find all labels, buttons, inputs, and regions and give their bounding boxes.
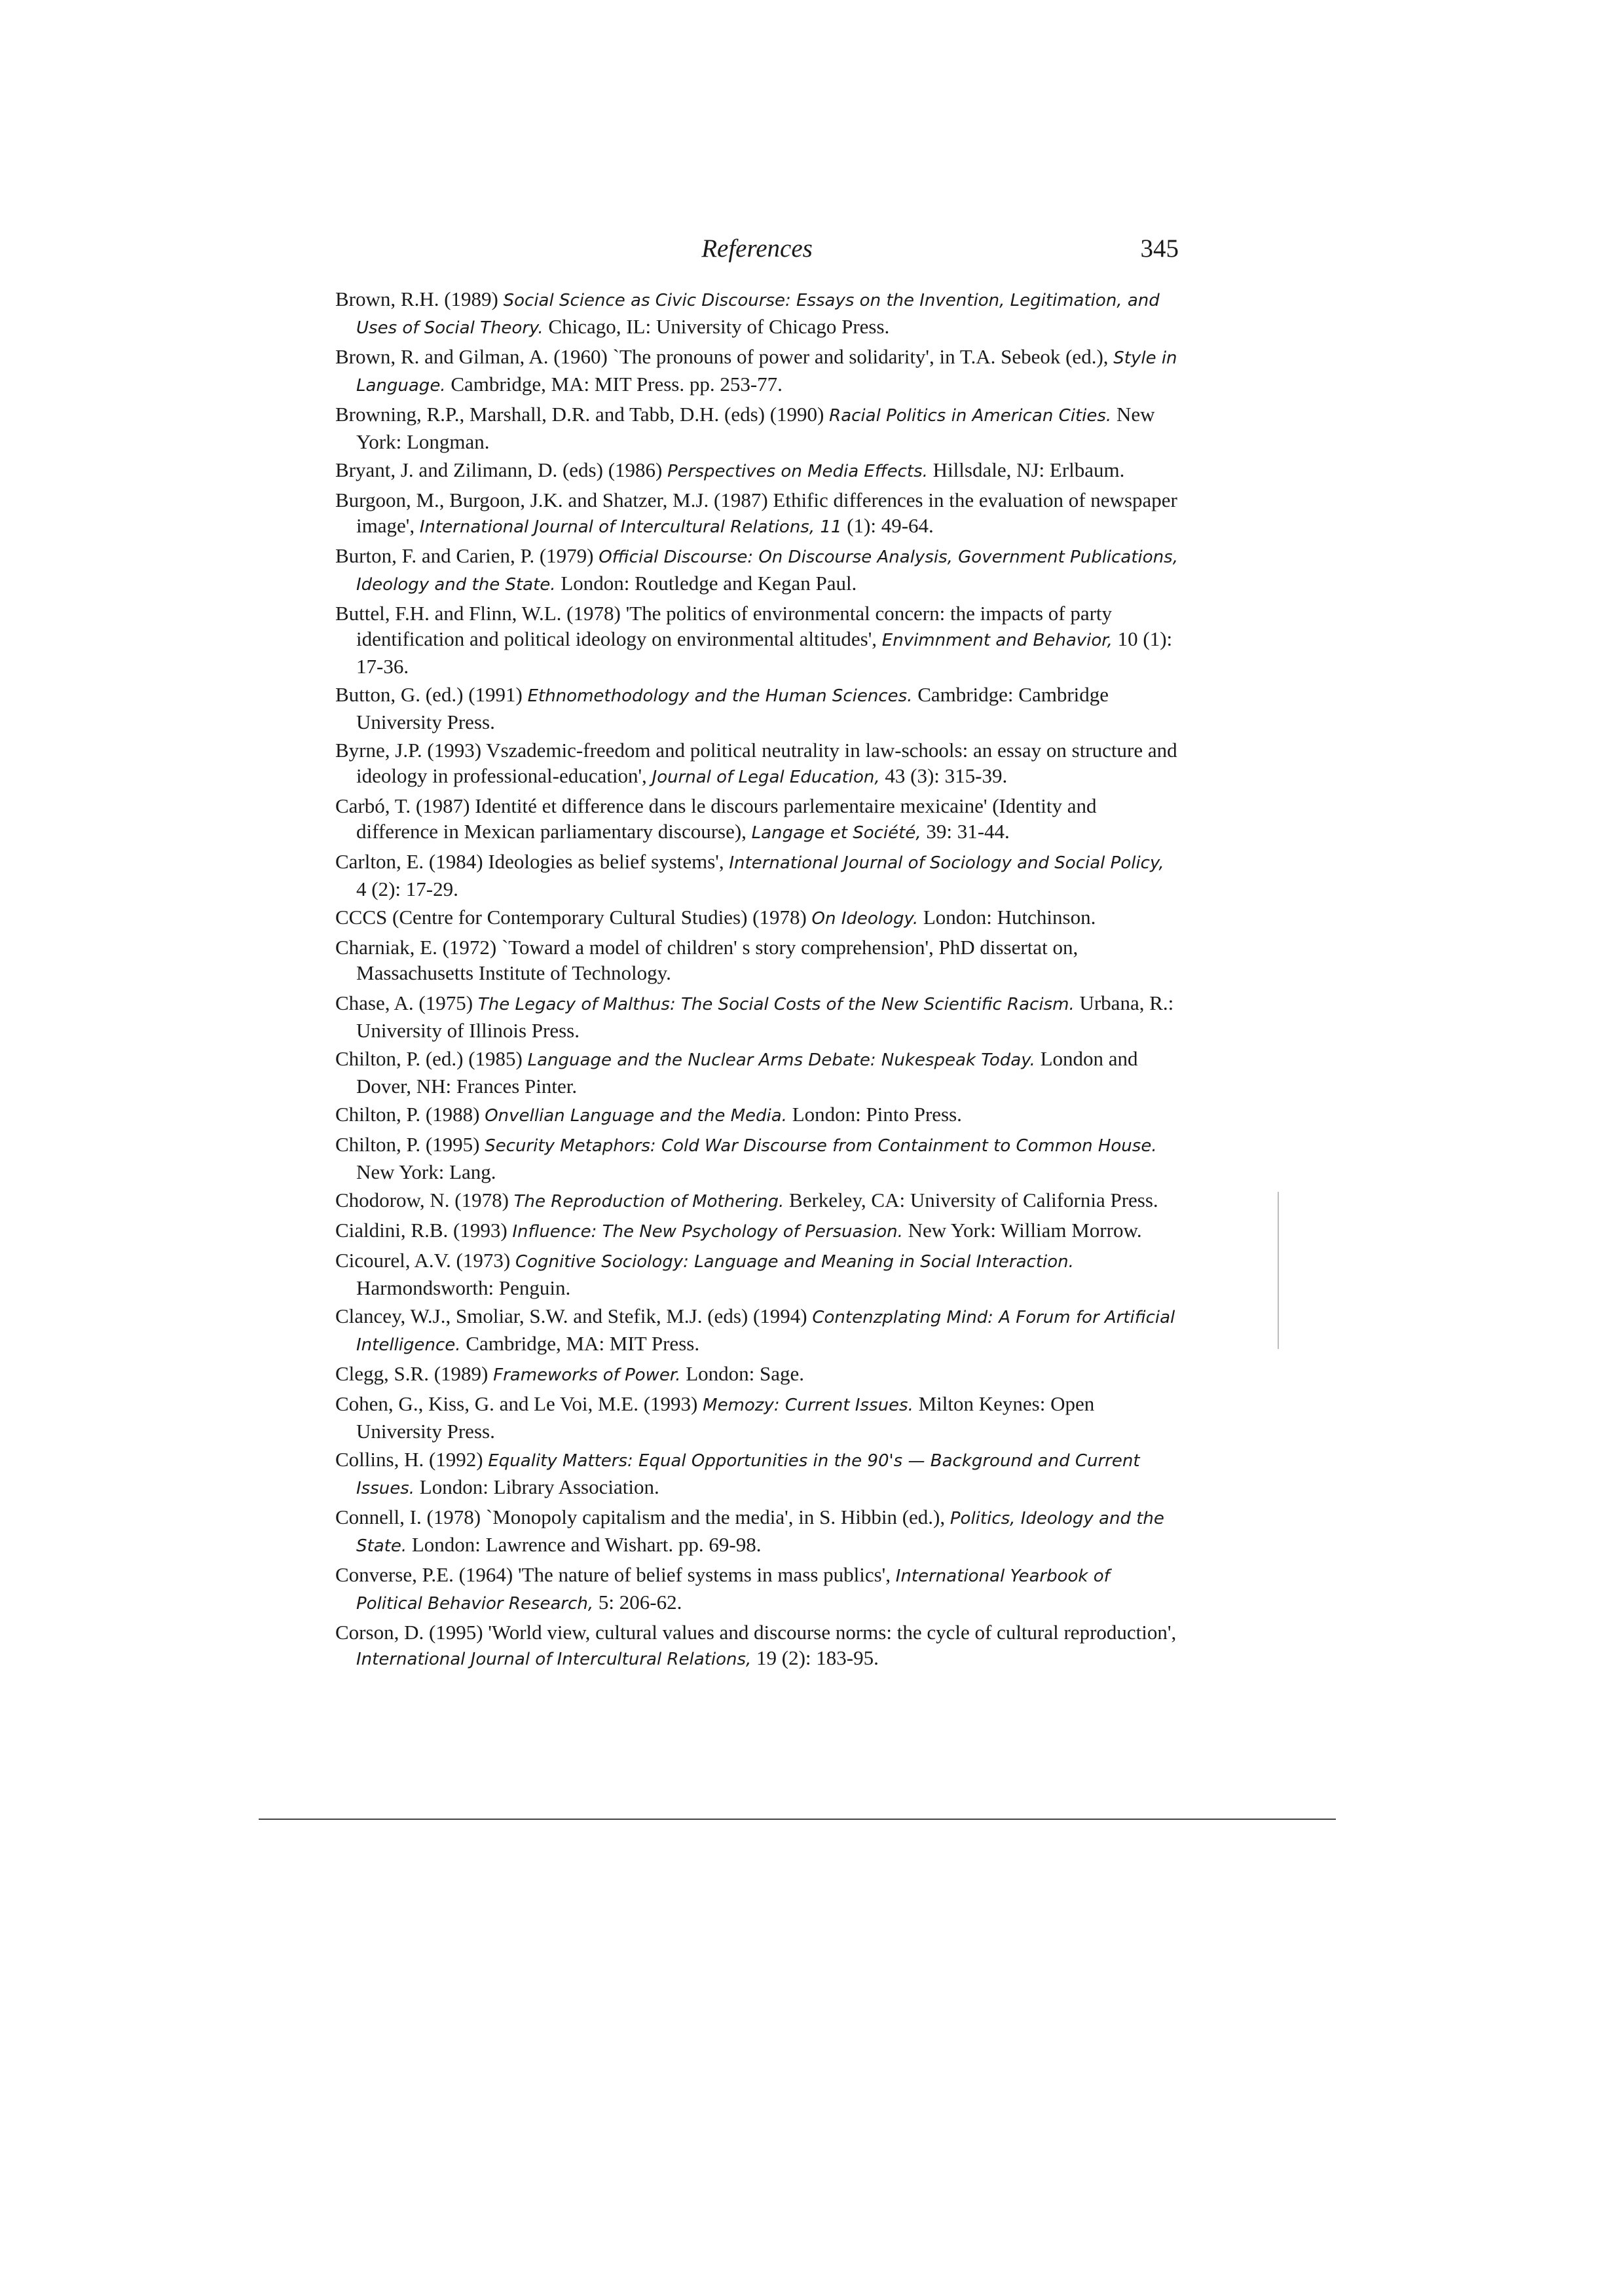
reference-text: Chilton, P. (1995) [335, 1133, 485, 1156]
reference-text: Converse, P.E. (1964) 'The nature of belief systems in mass publics', [335, 1563, 896, 1586]
reference-title: Equality Matters: Equal Opportunities in the 90's — Background and Current Issues. [356, 1451, 1140, 1498]
reference-text: 5: 206-62. [593, 1591, 682, 1614]
reference-text: Charniak, E. (1972) `Toward a model of children' s story comprehension', PhD dissertat on, Massachusetts Institute of Technology. [335, 936, 1079, 984]
reference-text: Chicago, IL: University of Chicago Press. [543, 315, 890, 338]
reference-text: Burgoon, M., Burgoon, J.K. and Shatzer, M.J. (1987) Ethific differences in the evaluation of newspaper image', [335, 489, 1177, 537]
reference-text: Urbana, R.: University of Illinois Press. [356, 991, 1174, 1042]
reference-text: Chilton, P. (1988) [335, 1103, 485, 1126]
reference-entry [335, 682, 1179, 735]
reference-text: Carbó, T. (1987) Identité et difference dans le discours parlementaire mexicaine' (Identity and difference in Mexican parliamentary discourse), [335, 794, 1097, 843]
reference-entry [335, 1447, 1179, 1502]
reference-title: Envimnment and Behavior, [881, 631, 1113, 650]
reference-entry [335, 1504, 1179, 1559]
reference-entry [335, 1132, 1179, 1185]
reference-text: New York: William Morrow. [902, 1219, 1142, 1242]
reference-title: Security Metaphors: Cold War Discourse from Containment to Common House. [485, 1136, 1157, 1156]
reference-text: London and Dover, NH: Frances Pinter. [356, 1047, 1138, 1098]
reference-text: Cohen, G., Kiss, G. and Le Voi, M.E. (1993) [335, 1392, 703, 1415]
reference-text: 10 (1): 17-36. [356, 627, 1173, 678]
reference-entry [335, 1361, 1179, 1388]
margin-change-bar [1278, 1192, 1279, 1349]
reference-entry [335, 1046, 1179, 1099]
reference-list [335, 286, 1179, 1675]
reference-text: (1): 49-64. [841, 514, 934, 537]
reference-text: 43 (3): 315-39. [879, 764, 1008, 787]
reference-text: London: Library Association. [415, 1475, 659, 1498]
reference-entry [335, 849, 1179, 902]
reference-entry [335, 1187, 1179, 1215]
reference-text: Clegg, S.R. (1989) [335, 1362, 494, 1385]
reference-text: London: Sage. [680, 1362, 805, 1385]
reference-text: Burton, F. and Carien, P. (1979) [335, 544, 599, 567]
reference-title: International Journal of Sociology and Social Policy, [729, 853, 1164, 873]
reference-text: New York: Lang. [356, 1160, 496, 1183]
reference-entry [335, 401, 1179, 454]
reference-text: Bryant, J. and Zilimann, D. (eds) (1986) [335, 458, 668, 481]
reference-text: Collins, H. (1992) [335, 1448, 489, 1471]
reference-text: Cialdini, R.B. (1993) [335, 1219, 513, 1242]
reference-text: Corson, D. (1995) 'World view, cultural values and discourse norms: the cycle of cultural reproduction', [335, 1621, 1177, 1644]
reference-text: Cicourel, A.V. (1973) [335, 1249, 515, 1272]
reference-text: 4 (2): 17-29. [356, 878, 458, 900]
reference-text: Hillsdale, NJ: Erlbaum. [927, 458, 1125, 481]
reference-text: Berkeley, CA: University of California Press. [784, 1189, 1158, 1211]
reference-entry [335, 934, 1179, 988]
reference-text: London: Pinto Press. [786, 1103, 962, 1126]
reference-entry [335, 543, 1179, 598]
reference-title: Influence: The New Psychology of Persuasion. [512, 1222, 903, 1242]
reference-text: 19 (2): 183-95. [751, 1646, 879, 1669]
footer-rule [259, 1819, 1336, 1820]
reference-title: International Journal of Intercultural Relations, [356, 1650, 752, 1669]
reference-text: London: Lawrence and Wishart. pp. 69-98. [407, 1533, 762, 1556]
reference-text: 39: 31-44. [921, 820, 1010, 843]
reference-entry [335, 1619, 1179, 1673]
reference-text: Harmondsworth: Penguin. [356, 1276, 571, 1299]
reference-title: Ethnomethodology and the Human Sciences. [527, 686, 913, 706]
reference-entry [335, 737, 1179, 790]
reference-text: Carlton, E. (1984) Ideologies as belief systems', [335, 850, 729, 873]
reference-entry [335, 487, 1179, 540]
reference-text: Browning, R.P., Marshall, D.R. and Tabb, D.H. (eds) (1990) [335, 403, 830, 426]
reference-title: The Reproduction of Mothering. [513, 1192, 784, 1211]
reference-title: Perspectives on Media Effects. [667, 462, 928, 481]
reference-text: Byrne, J.P. (1993) Vszademic-freedom and political neutrality in law-schools: an essay on structure and ideology in professional-education', [335, 739, 1177, 787]
reference-title: Journal of Legal Education, [652, 767, 880, 787]
reference-title: Langage et Société, [751, 823, 921, 843]
reference-text: Brown, R.H. (1989) [335, 287, 504, 310]
reference-title: Onvellian Language and the Media. [485, 1106, 787, 1126]
reference-title: Racial Politics in American Cities. [829, 406, 1112, 426]
reference-text: Cambridge, MA: MIT Press. [460, 1332, 700, 1355]
reference-entry [335, 1303, 1179, 1358]
reference-title: Memozy: Current Issues. [703, 1396, 913, 1415]
reference-text: Clancey, W.J., Smoliar, S.W. and Stefik, M.J. (eds) (1994) [335, 1304, 813, 1327]
reference-text: Brown, R. and Gilman, A. (1960) `The pronouns of power and solidarity', in T.A. Sebeok (ed.), [335, 345, 1114, 368]
reference-title: International Yearbook of Political Behavior Research, [356, 1566, 1110, 1614]
reference-text: Milton Keynes: Open University Press. [356, 1392, 1095, 1443]
reference-entry [335, 344, 1179, 399]
reference-entry [335, 1248, 1179, 1301]
reference-text: Connell, I. (1978) `Monopoly capitalism and the media', in S. Hibbin (ed.), [335, 1506, 950, 1528]
reference-entry [335, 286, 1179, 341]
page-header [335, 229, 1179, 268]
reference-text: Chilton, P. (ed.) (1985) [335, 1047, 528, 1070]
reference-title: Language and the Nuclear Arms Debate: Nukespeak Today. [527, 1050, 1035, 1070]
reference-text: Chase, A. (1975) [335, 991, 478, 1014]
running-head: References [701, 234, 813, 263]
reference-entry [335, 1101, 1179, 1129]
reference-entry [335, 990, 1179, 1043]
reference-entry [335, 1562, 1179, 1617]
reference-entry [335, 793, 1179, 846]
reference-entry [335, 457, 1179, 485]
reference-title: Social Science as Civic Discourse: Essays on the Invention, Legitimation, and Uses of Social Theory. [356, 291, 1160, 338]
reference-text: Buttel, F.H. and Flinn, W.L. (1978) 'The politics of environmental concern: the impacts of party identification and political ideology on environmental altitudes', [335, 602, 1113, 650]
reference-text: Button, G. (ed.) (1991) [335, 683, 528, 706]
reference-entry [335, 904, 1179, 932]
reference-title: On Ideology. [811, 909, 919, 929]
reference-title: Frameworks of Power. [493, 1365, 681, 1385]
page-number: 345 [1140, 234, 1179, 263]
reference-text: Chodorow, N. (1978) [335, 1189, 514, 1211]
reference-entry [335, 1217, 1179, 1245]
reference-title: Official Discourse: On Discourse Analysis, Government Publications, Ideology and the State. [356, 547, 1178, 595]
reference-title: Contenzplating Mind: A Forum for Artificial Intelligence. [356, 1308, 1175, 1355]
reference-title: Cognitive Sociology: Language and Meaning in Social Interaction. [515, 1252, 1074, 1272]
reference-title: Style in Language. [356, 348, 1177, 396]
reference-title: Politics, Ideology and the State. [356, 1509, 1164, 1556]
reference-entry [335, 1391, 1179, 1444]
reference-text: CCCS (Centre for Contemporary Cultural Studies) (1978) [335, 906, 812, 929]
reference-text: London: Routledge and Kegan Paul. [555, 572, 857, 595]
reference-text: Cambridge, MA: MIT Press. pp. 253-77. [445, 373, 783, 396]
reference-text: New York: Longman. [356, 403, 1155, 453]
reference-text: Cambridge: Cambridge University Press. [356, 683, 1109, 733]
reference-text: London: Hutchinson. [918, 906, 1096, 929]
reference-title: The Legacy of Malthus: The Social Costs of the New Scientific Racism. [477, 995, 1075, 1014]
reference-title: International Journal of Intercultural Relations, 11 [419, 517, 842, 537]
reference-entry [335, 601, 1179, 679]
